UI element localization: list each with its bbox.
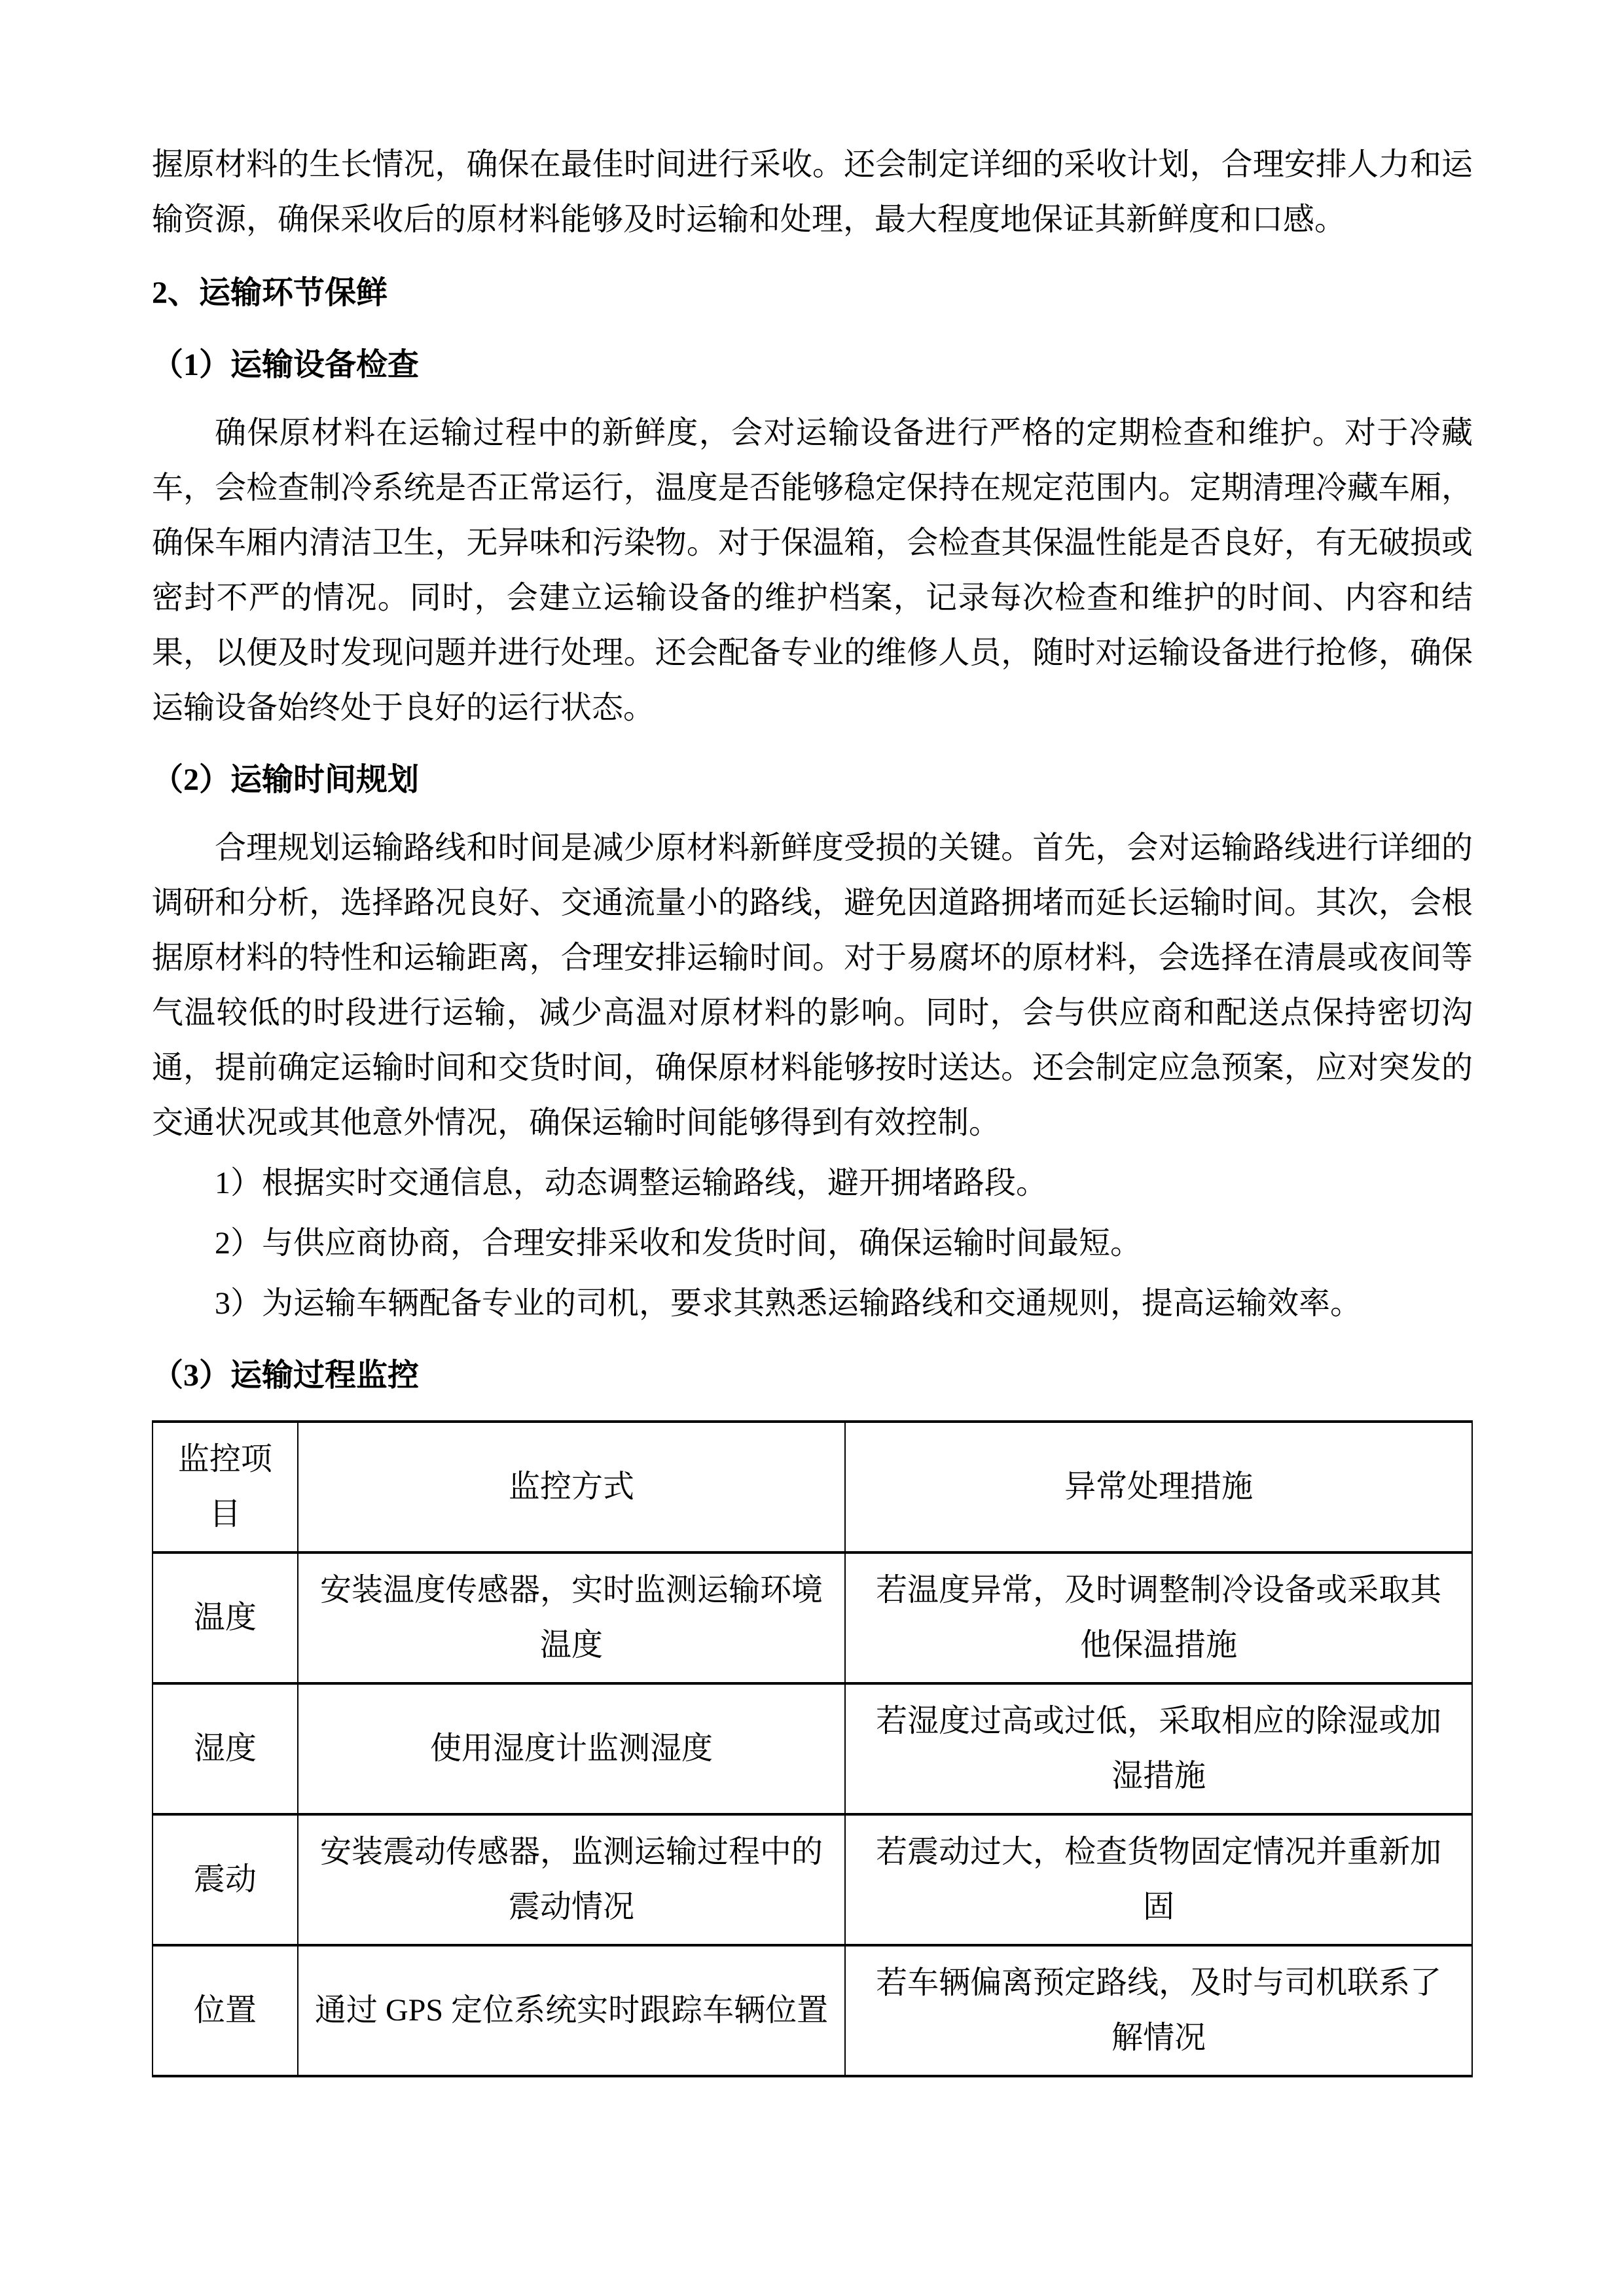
cell-exception: 若湿度过高或过低，采取相应的除湿或加湿措施: [845, 1683, 1472, 1814]
subheading-process-monitoring: （3）运输过程监控: [152, 1358, 420, 1393]
list-item-3: 3）为运输车辆配备专业的司机，要求其熟悉运输路线和交通规则，提高运输效率。: [215, 1286, 1362, 1321]
table-row-temperature: [153, 1552, 1472, 1683]
cell-exception: 若车辆偏离预定路线，及时与司机联系了解情况: [845, 1945, 1472, 2076]
table-row-vibration: [153, 1814, 1472, 1945]
cell-item: 湿度: [153, 1683, 298, 1814]
cell-exception: 若震动过大，检查货物固定情况并重新加固: [845, 1814, 1472, 1945]
section-heading-transport: 2、运输环节保鲜: [152, 276, 388, 310]
list-item-2: 2）与供应商协商，合理安排采收和发货时间，确保运输时间最短。: [215, 1226, 1142, 1261]
cell-item: 温度: [153, 1552, 298, 1683]
cell-method: 安装震动传感器，监测运输过程中的震动情况: [298, 1814, 846, 1945]
table-row-humidity: [153, 1683, 1472, 1814]
table-header-method: 监控方式: [298, 1422, 846, 1552]
monitoring-table: [152, 1420, 1473, 2077]
cell-method: 通过 GPS 定位系统实时跟踪车辆位置: [298, 1945, 846, 2076]
cell-method: 安装温度传感器，实时监测运输环境温度: [298, 1552, 846, 1683]
subheading-equipment-check: （1）运输设备检查: [152, 348, 420, 382]
equipment-check-paragraph: 确保原材料在运输过程中的新鲜度，会对运输设备进行严格的定期检查和维护。对于冷藏车，会检查制冷系统是否正常运行，温度是否能够稳定保持在规定范围内。定期清理冷藏车厢，确保车厢内清洁卫生，无异味和污染物。对于保温箱，会检查其保温性能是否良好，有无破损或密封不严的情况。同时，会建立运输设备的维护档案，记录每次检查和维护的时间、内容和结果，以便及时发现问题并进行处理。还会配备专业的维修人员，随时对运输设备进行抢修，确保运输设备始终处于良好的运行状态。: [152, 416, 1473, 725]
list-item-1: 1）根据实时交通信息，动态调整运输路线，避开拥堵路段。: [215, 1166, 1048, 1200]
cell-item: 震动: [153, 1814, 298, 1945]
cell-item: 位置: [153, 1945, 298, 2076]
table-header-item: 监控项目: [153, 1422, 298, 1552]
intro-paragraph: 握原材料的生长情况，确保在最佳时间进行采收。还会制定详细的采收计划，合理安排人力和运输资源，确保采收后的原材料能够及时运输和处理，最大程度地保证其新鲜度和口感。: [152, 147, 1473, 237]
table-header-row: [153, 1422, 1472, 1552]
table-header-exception: 异常处理措施: [845, 1422, 1472, 1552]
cell-exception: 若温度异常，及时调整制冷设备或采取其他保温措施: [845, 1552, 1472, 1683]
subheading-time-planning: （2）运输时间规划: [152, 762, 420, 797]
time-planning-paragraph: 合理规划运输路线和时间是减少原材料新鲜度受损的关键。首先，会对运输路线进行详细的调研和分析，选择路况良好、交通流量小的路线，避免因道路拥堵而延长运输时间。其次，会根据原材料的特性和运输距离，合理安排运输时间。对于易腐坏的原材料，会选择在清晨或夜间等气温较低的时段进行运输，减少高温对原材料的影响。同时，会与供应商和配送点保持密切沟通，提前确定运输时间和交货时间，确保原材料能够按时送达。还会制定应急预案，应对突发的交通状况或其他意外情况，确保运输时间能够得到有效控制。: [152, 831, 1473, 1140]
table-row-location: [153, 1945, 1472, 2076]
cell-method: 使用湿度计监测湿度: [298, 1683, 846, 1814]
